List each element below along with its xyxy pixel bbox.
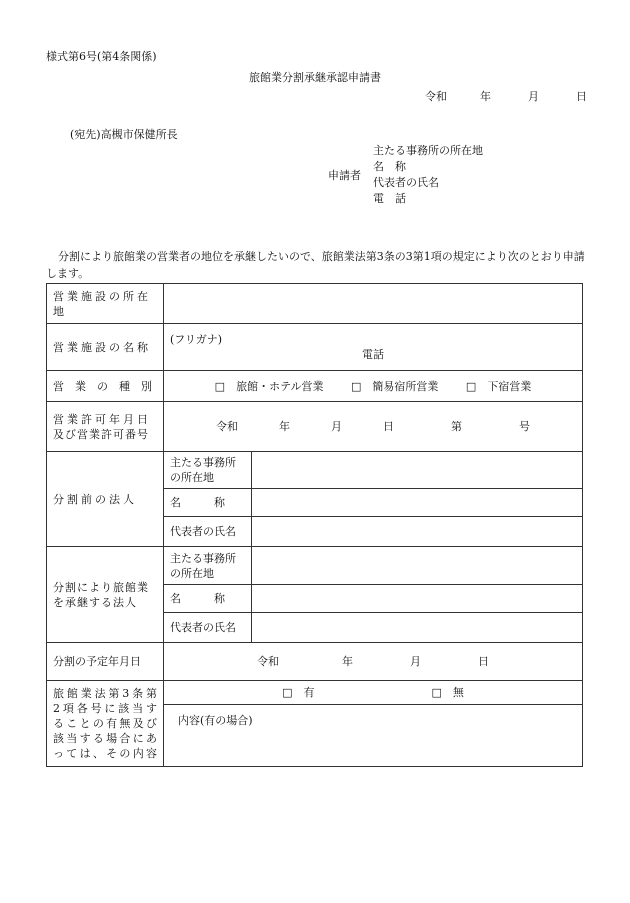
option-ryokan-hotel[interactable]: □ 旅館・ホテル営業 xyxy=(214,379,324,393)
date-day: 日 xyxy=(576,90,587,103)
art3-label-line1: 旅館業法第3条第 xyxy=(53,687,157,700)
art3-yes-checkbox[interactable]: □ 有 xyxy=(282,686,315,699)
facility-location-field[interactable] xyxy=(164,284,583,324)
facility-name-label: 営業施設の名称 xyxy=(47,324,164,371)
art3-label xyxy=(47,681,164,767)
applicant-address-label: 主たる事務所の所在地 xyxy=(373,144,483,157)
before-corp-name-label: 名 称 xyxy=(164,489,252,517)
successor-corp-representative-label: 代表者の氏名 xyxy=(164,613,252,643)
successor-corp-label-line2: を承継する法人 xyxy=(53,595,137,609)
permit-year: 年 xyxy=(279,420,290,433)
before-corp-address-field[interactable] xyxy=(252,452,583,489)
business-type-label: 営 業 の 種 別 xyxy=(47,371,164,402)
option-simple-lodging[interactable]: □ 簡易宿所営業 xyxy=(351,379,439,393)
applicant-representative-label: 代表者の氏名 xyxy=(373,176,439,189)
successor-corp-name-field[interactable] xyxy=(252,585,583,613)
permit-day: 日 xyxy=(383,420,394,433)
successor-corp-address-field[interactable] xyxy=(252,547,583,585)
scheduled-era: 令和 xyxy=(257,655,279,668)
scheduled-date-label: 分割の予定年月日 xyxy=(47,643,164,681)
before-corp-name-field[interactable] xyxy=(252,489,583,517)
applicant-name-label: 名 称 xyxy=(373,160,406,173)
permit-month: 月 xyxy=(331,420,342,433)
permit-label-line2: 及び営業許可番号 xyxy=(53,427,149,441)
applicant-fields xyxy=(373,143,483,207)
business-type-options xyxy=(164,371,583,402)
successor-corp-representative-field[interactable] xyxy=(252,613,583,643)
form-number: 様式第6号(第4条関係) xyxy=(46,50,157,63)
permit-era: 令和 xyxy=(216,420,238,433)
body-text: 分割により旅館業の営業者の地位を承継したいので、旅館業法第3条の3第1項の規定により次のとおり申請します。 xyxy=(46,250,585,280)
before-corp-representative-field[interactable] xyxy=(252,517,583,547)
before-corp-representative-label: 代表者の氏名 xyxy=(164,517,252,547)
art3-label-line2: 2項各号に該当す xyxy=(53,702,157,715)
art3-label-line4: 該当する場合にあ xyxy=(53,732,157,745)
permit-label-line1: 営業許可年月日 xyxy=(53,412,151,426)
date-era: 令和 xyxy=(425,90,447,103)
applicant-phone-label: 電 話 xyxy=(373,192,406,205)
permit-number-suffix: 号 xyxy=(519,420,530,433)
art3-no-checkbox[interactable]: □ 無 xyxy=(431,686,464,699)
successor-corp-address-label: 主たる事務所の所在地 xyxy=(164,547,252,585)
art3-label-line5: っては、その内容 xyxy=(53,747,157,760)
application-table xyxy=(46,283,583,767)
furigana-label: (フリガナ) xyxy=(170,333,223,346)
date-month: 月 xyxy=(528,90,539,103)
art3-content-label: 内容(有の場合) xyxy=(178,714,253,727)
permit-field[interactable] xyxy=(164,402,583,452)
option-boarding-house[interactable]: □ 下宿営業 xyxy=(465,379,532,393)
permit-number-prefix: 第 xyxy=(451,420,462,433)
scheduled-date-field[interactable] xyxy=(164,643,583,681)
application-date xyxy=(425,88,587,104)
successor-corp-label xyxy=(47,547,164,643)
addressee: (宛先)高槻市保健所長 xyxy=(70,128,178,141)
applicant-label: 申請者 xyxy=(328,169,361,182)
before-corp-label: 分割前の法人 xyxy=(47,452,164,547)
permit-label xyxy=(47,402,164,452)
art3-content-field[interactable] xyxy=(164,705,583,767)
successor-corp-name-label: 名 称 xyxy=(164,585,252,613)
successor-corp-label-line1: 分割により旅館業 xyxy=(53,580,149,594)
date-year: 年 xyxy=(480,90,491,103)
facility-name-field[interactable] xyxy=(164,324,583,371)
art3-label-line3: ることの有無及び xyxy=(53,717,157,730)
before-corp-address-label: 主たる事務所の所在地 xyxy=(164,452,252,489)
facility-location-label: 営業施設の所在地 xyxy=(47,284,164,324)
scheduled-year: 年 xyxy=(342,655,353,668)
scheduled-day: 日 xyxy=(478,655,489,668)
phone-label: 電話 xyxy=(362,348,384,361)
art3-yes-no xyxy=(164,681,583,705)
document-title: 旅館業分割承継承認申請書 xyxy=(249,71,381,84)
scheduled-month: 月 xyxy=(410,655,421,668)
